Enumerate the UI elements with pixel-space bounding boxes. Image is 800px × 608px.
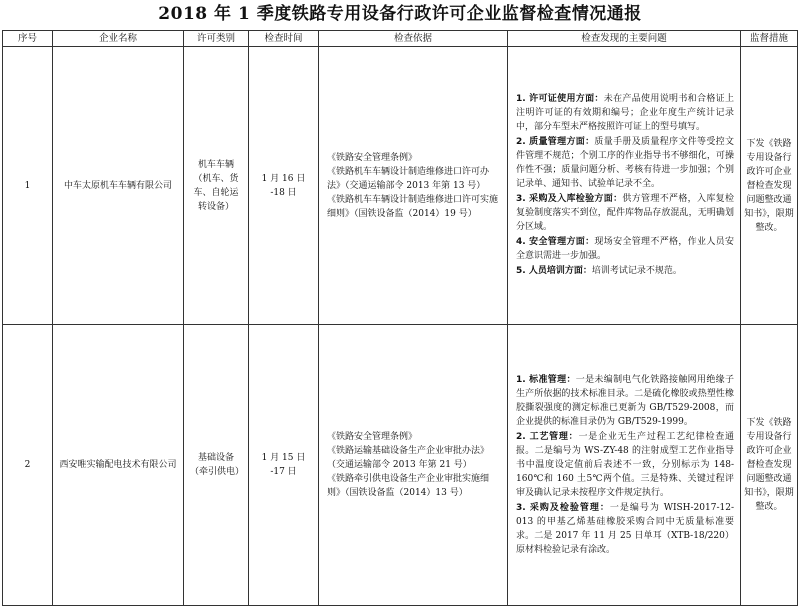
page-title: 2018 年 1 季度铁路专用设备行政许可企业监督检查情况通报: [158, 4, 642, 24]
basis-item: 《铁路安全管理条例》: [327, 152, 418, 163]
finding-label: 1. 许可证使用方面：: [516, 94, 604, 105]
finding-text: 质量手册及质量程序文件等受控文件管理不规范；个别工序的作业指导书不够细化，可操作性不强；质量问题分析、考核有待进一步加强；个别记录单、通知书、试验单记录不全。: [516, 137, 734, 190]
inspection-table: [2, 30, 798, 606]
basis-item: 《铁路运输基础设备生产企业审批办法》（交通运输部令 2013 年第 21 号）: [327, 446, 490, 471]
company-name: 中车太原机车车辆有限公司: [53, 47, 184, 325]
inspection-basis: [319, 47, 508, 325]
supervision-measure: 下发《铁路专用设备行政许可企业督检查发现问题整改通知书》，限期整改。: [741, 325, 798, 606]
finding-text: 现场安全管理不严格，作业人员安全意识需进一步加强。: [516, 237, 734, 262]
finding-text: 培训考试记录不规范。: [591, 266, 682, 277]
inspection-basis: [319, 325, 508, 606]
finding-label: 3. 采购及入库检验方面：: [516, 194, 623, 205]
header-measures: 监督措施: [741, 31, 798, 47]
table-row: [3, 325, 798, 606]
header-basis: 检查依据: [319, 31, 508, 47]
finding-item: [516, 501, 734, 557]
finding-text: 供方管理不严格，入库复检复验制度落实不到位，配件库物品存放混乱，无明确划分区域。: [516, 194, 734, 233]
finding-item: [516, 192, 734, 234]
finding-label: 2. 质量管理方面：: [516, 137, 595, 148]
header-findings: 检查发现的主要问题: [508, 31, 741, 47]
finding-item: [516, 430, 734, 500]
header-time: 检查时间: [249, 31, 319, 47]
finding-item: [516, 264, 734, 278]
basis-item: 《铁路牵引供电设备生产企业审批实施细则》（国铁设备监（2014）13 号）: [327, 474, 490, 499]
header-category: 许可类别: [184, 31, 249, 47]
finding-label: 1. 标准管理：: [516, 374, 576, 385]
basis-item: 《铁路机车车辆设计制造维修进口许可实施细则》（国铁设备监（2014）19 号）: [327, 194, 499, 219]
basis-item: 《铁路安全管理条例》: [327, 432, 418, 443]
supervision-measure: 下发《铁路专用设备行政许可企业督检查发现问题整改通知书》，限期整改。: [741, 47, 798, 325]
finding-text: 未在产品使用说明书和合格证上注明许可证的有效期和编号；企业年度生产统计记录中，部分车型未严格按照许可证上的型号填写。: [516, 94, 734, 133]
header-company: 企业名称: [53, 31, 184, 47]
finding-item: [516, 92, 734, 134]
finding-label: 3. 采购及检验管理：: [516, 502, 610, 513]
company-name: 西安唯实输配电技术有限公司: [53, 325, 184, 606]
finding-label: 5. 人员培训方面：: [516, 266, 592, 277]
finding-text: 一是编号为 WISH-2017-12-013 的甲基乙烯基硅橡胶采购合同中无质量标准要求。二是 2017 年 11 月 25 日单耳（XTB-18/220）原材料检验记录有涂改。: [516, 502, 734, 555]
table-header-row: [3, 31, 798, 47]
permit-category: 机车车辆（机车、货车、自轮运转设备）: [184, 47, 249, 325]
finding-item: [516, 373, 734, 429]
row-number: 2: [3, 325, 53, 606]
inspection-time: 1 月 16 日 -18 日: [249, 47, 319, 325]
permit-category: 基础设备（牵引供电）: [184, 325, 249, 606]
inspection-findings: [508, 47, 741, 325]
header-no: 序号: [3, 31, 53, 47]
finding-item: [516, 135, 734, 191]
inspection-findings: [508, 325, 741, 606]
table-row: [3, 47, 798, 325]
inspection-time: 1 月 15 日 -17 日: [249, 325, 319, 606]
finding-text: 一是企业无生产过程工艺纪律检查通报。二是编号为 WS-ZY-48 的注射成型工艺作业指导书中温度设定值前后表述不一致，分别标示为 148-160℃和 160 土5℃两个值。三是特殊、关键过程评审及确认记录未按程序文件规定执行。: [516, 431, 734, 498]
row-number: 1: [3, 47, 53, 325]
basis-item: 《铁路机车车辆设计制造维修进口许可办法》（交通运输部令 2013 年第 13 号）: [327, 166, 490, 191]
finding-item: [516, 235, 734, 263]
finding-text: 一是未编制电气化铁路接触网用绝缘子生产所依据的技术标准目录。二是硫化橡胶或热塑性橡胶撕裂强度的测定标准已更新为 GB/T529-2008，而企业提供的标准目录仍为 GB/T529-1999。: [516, 374, 734, 427]
finding-label: 2. 工艺管理：: [516, 431, 579, 442]
finding-label: 4. 安全管理方面：: [516, 237, 595, 248]
